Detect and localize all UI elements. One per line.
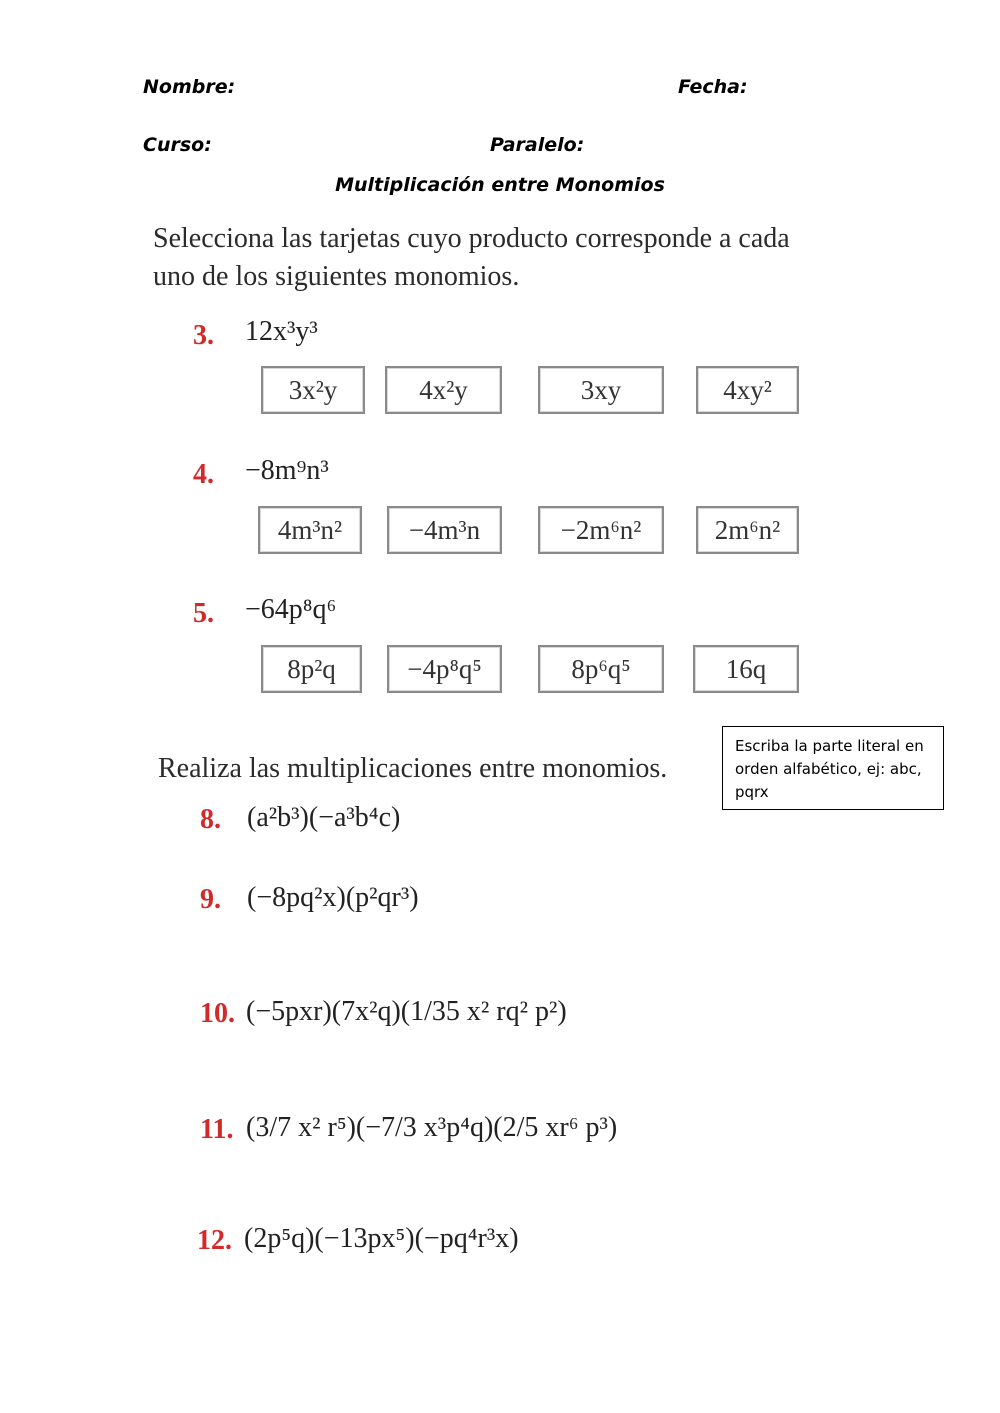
card-5-2[interactable]: −4p⁸q⁵: [387, 645, 502, 693]
card-4-1[interactable]: 4m³n²: [258, 506, 362, 554]
card-5-1[interactable]: 8p²q: [261, 645, 362, 693]
problem-9-number: 9.: [200, 884, 221, 915]
problem-4-target: −8m⁹n³: [245, 455, 329, 486]
nombre-label: Nombre:: [143, 76, 236, 98]
problem-3-target: 12x³y³: [245, 316, 318, 347]
problem-5-target: −64p⁸q⁶: [245, 594, 337, 625]
card-4-3[interactable]: −2m⁶n²: [538, 506, 664, 554]
card-3-4[interactable]: 4xy²: [696, 366, 799, 414]
note-box: Escriba la parte literal en orden alfabético, ej: abc, pqrx: [722, 726, 944, 810]
problem-11-number: 11.: [200, 1114, 234, 1145]
problem-5-number: 5.: [193, 598, 214, 629]
instruction-line-2: uno de los siguientes monomios.: [153, 261, 520, 292]
problem-8-number: 8.: [200, 804, 221, 835]
section2-instruction: Realiza las multiplicaciones entre monomios.: [158, 753, 668, 784]
card-5-4[interactable]: 16q: [693, 645, 799, 693]
curso-label: Curso:: [143, 134, 212, 156]
problem-9-expression: (−8pq²x)(p²qr³): [247, 882, 419, 913]
problem-12-expression: (2p⁵q)(−13px⁵)(−pq⁴r³x): [244, 1223, 519, 1254]
problem-3-number: 3.: [193, 320, 214, 351]
problem-10-expression: (−5pxr)(7x²q)(1/35 x² rq² p²): [246, 996, 567, 1027]
card-3-3[interactable]: 3xy: [538, 366, 664, 414]
problem-12-number: 12.: [197, 1225, 232, 1256]
card-4-4[interactable]: 2m⁶n²: [696, 506, 799, 554]
section1-instruction: [153, 220, 913, 296]
problem-8-expression: (a²b³)(−a³b⁴c): [247, 802, 401, 833]
card-3-1[interactable]: 3x²y: [261, 366, 365, 414]
instruction-line-1: Selecciona las tarjetas cuyo producto corresponde a cada: [153, 223, 790, 254]
page-title: Multiplicación entre Monomios: [335, 174, 665, 196]
fecha-label: Fecha:: [678, 76, 748, 98]
card-3-2[interactable]: 4x²y: [385, 366, 502, 414]
card-5-3[interactable]: 8p⁶q⁵: [538, 645, 664, 693]
problem-4-number: 4.: [193, 459, 214, 490]
problem-10-number: 10.: [200, 998, 235, 1029]
problem-11-expression: (3/7 x² r⁵)(−7/3 x³p⁴q)(2/5 xr⁶ p³): [246, 1112, 618, 1143]
paralelo-label: Paralelo:: [490, 134, 585, 156]
card-4-2[interactable]: −4m³n: [387, 506, 502, 554]
